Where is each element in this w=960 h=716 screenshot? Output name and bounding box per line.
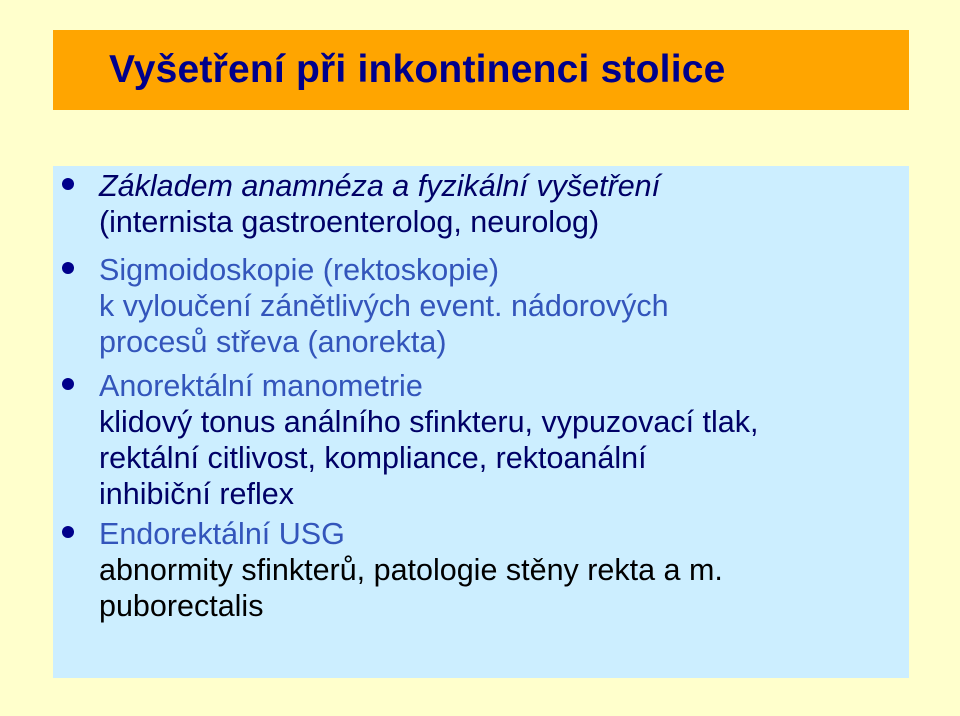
bullet-text: puborectalis — [99, 589, 264, 623]
bullet-text: klidový tonus análního sfinkteru, vypuzovací tlak, — [99, 405, 759, 439]
bullet-heading: Anorektální manometrie — [99, 369, 423, 403]
bullet-body — [99, 516, 899, 624]
bullet-dot-icon — [62, 526, 74, 538]
slide-title: Vyšetření při inkontinenci stolice — [109, 48, 726, 91]
bullet-heading: Základem anamnéza a fyzikální vyšetření — [99, 169, 661, 203]
bullet-heading: Endorektální USG — [99, 517, 345, 551]
bullet-body — [99, 252, 899, 360]
bullet-text: rektální citlivost, kompliance, rektoanální — [99, 441, 647, 475]
content-box — [53, 166, 909, 678]
title-bar — [53, 30, 909, 110]
bullet-body — [99, 368, 899, 512]
bullet-dot-icon — [62, 178, 74, 190]
bullet-dot-icon — [62, 378, 74, 390]
bullet-text: k vyloučení zánětlivých event. nádorových — [99, 289, 669, 323]
bullet-text: abnormity sfinkterů, patologie stěny rekta a m. — [99, 553, 723, 587]
bullet-text: procesů střeva (anorekta) — [99, 325, 447, 359]
bullet-body — [99, 168, 899, 240]
bullet-heading: Sigmoidoskopie (rektoskopie) — [99, 253, 500, 287]
bullet-text: inhibiční reflex — [99, 477, 294, 511]
bullet-text: (internista gastroenterolog, neurolog) — [99, 205, 600, 239]
bullet-dot-icon — [62, 262, 74, 274]
